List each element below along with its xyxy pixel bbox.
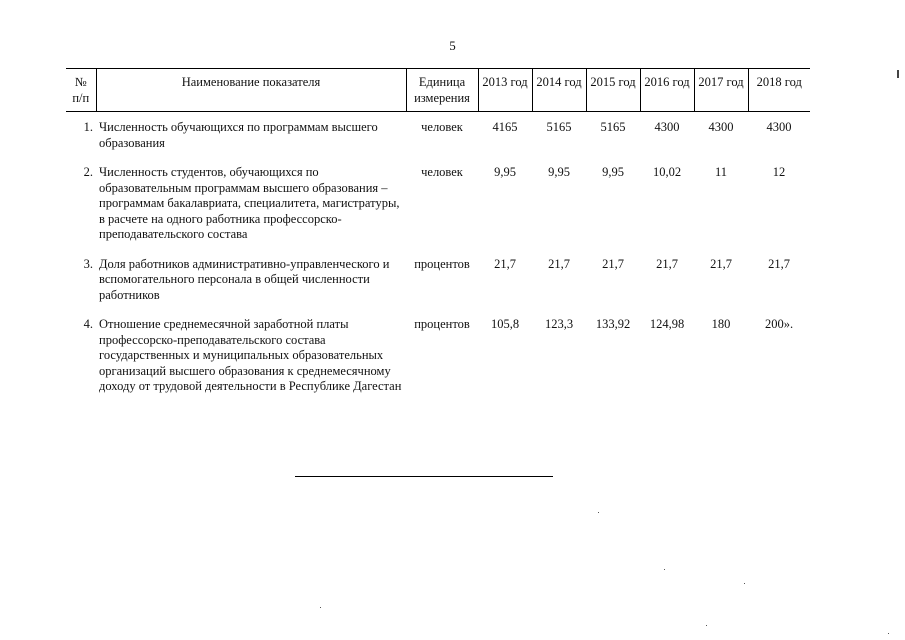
header-year-2016: 2016 год: [640, 69, 694, 112]
scan-speck: [320, 607, 321, 608]
row-number: 4.: [83, 317, 93, 331]
row-value-2013: 4165: [492, 120, 518, 134]
header-year-2015: 2015 год: [586, 69, 640, 112]
row-unit: человек: [421, 120, 463, 134]
row-value-2013: 21,7: [494, 256, 516, 271]
row-value-2018: 21,7: [768, 256, 790, 271]
header-unit: Единица измерения: [406, 69, 478, 112]
row-indicator-name: Численность студентов, обучающихся по образовательным программам высшего образования – программам бакалавриата, специалитета, магистратуры, в расчете на одного работника профессорско-преподавательского состава: [99, 165, 400, 241]
row-unit: процентов: [414, 317, 470, 331]
table-row: [66, 112, 810, 152]
row-value-2016: 4300: [654, 120, 680, 134]
row-number: 1.: [83, 120, 93, 134]
row-unit: процентов: [414, 256, 470, 271]
row-value-2017: 180: [711, 317, 731, 331]
scan-speck: [598, 512, 599, 513]
row-value-2014: 21,7: [548, 256, 570, 271]
closing-rule: [295, 476, 553, 477]
row-value-2017: 4300: [708, 120, 734, 134]
row-value-2014: 123,3: [544, 317, 574, 331]
row-value-2015: 5165: [600, 120, 626, 134]
row-indicator-name: Отношение среднемесячной заработной платы профессорско-преподавательского состава государственных и муниципальных образовательных организаций высшего образования к среднемесячному доходу от трудовой деятельности в Республике Дагестан: [99, 317, 402, 393]
header-number: № п/п: [66, 69, 96, 112]
row-value-2015: 9,95: [602, 165, 624, 179]
row-value-2015: 21,7: [602, 256, 624, 271]
table-row: [66, 151, 810, 243]
table-row: [66, 303, 810, 395]
scan-speck: [664, 569, 665, 570]
row-value-2013: 105,8: [490, 317, 520, 331]
row-value-2013: 9,95: [494, 165, 516, 179]
row-value-2018: 200».: [764, 317, 794, 331]
header-year-2013: 2013 год: [478, 69, 532, 112]
row-indicator-name: Доля работников административно-управленческого и вспомогательного персонала в общей численности работников: [99, 256, 390, 302]
row-value-2016: 21,7: [656, 256, 678, 271]
header-year-2014: 2014 год: [532, 69, 586, 112]
row-value-2017: 11: [714, 165, 728, 179]
page-number: 5: [449, 38, 456, 53]
row-value-2014: 9,95: [548, 165, 570, 179]
row-number: 2.: [83, 165, 93, 179]
scan-speck: [706, 625, 707, 626]
row-value-2018: 12: [772, 165, 786, 179]
scan-speck: [888, 633, 889, 634]
row-value-2017: 21,7: [710, 256, 732, 271]
scan-edge-mark: [897, 70, 899, 78]
row-value-2018: 4300: [766, 120, 792, 134]
scan-speck: [744, 583, 745, 584]
row-indicator-name: Численность обучающихся по программам высшего образования: [99, 120, 378, 150]
table-header-row: [66, 69, 810, 112]
row-value-2016: 10,02: [652, 165, 682, 179]
row-value-2016: 124,98: [649, 317, 685, 331]
row-unit: человек: [421, 165, 463, 179]
header-year-2017: 2017 год: [694, 69, 748, 112]
row-value-2014: 5165: [546, 120, 572, 134]
row-number: 3.: [83, 256, 93, 271]
row-value-2015: 133,92: [595, 317, 631, 331]
table-row: [66, 243, 810, 304]
indicators-table: [66, 68, 810, 395]
header-year-2018: 2018 год: [748, 69, 810, 112]
header-indicator-name: Наименование показателя: [96, 69, 406, 112]
